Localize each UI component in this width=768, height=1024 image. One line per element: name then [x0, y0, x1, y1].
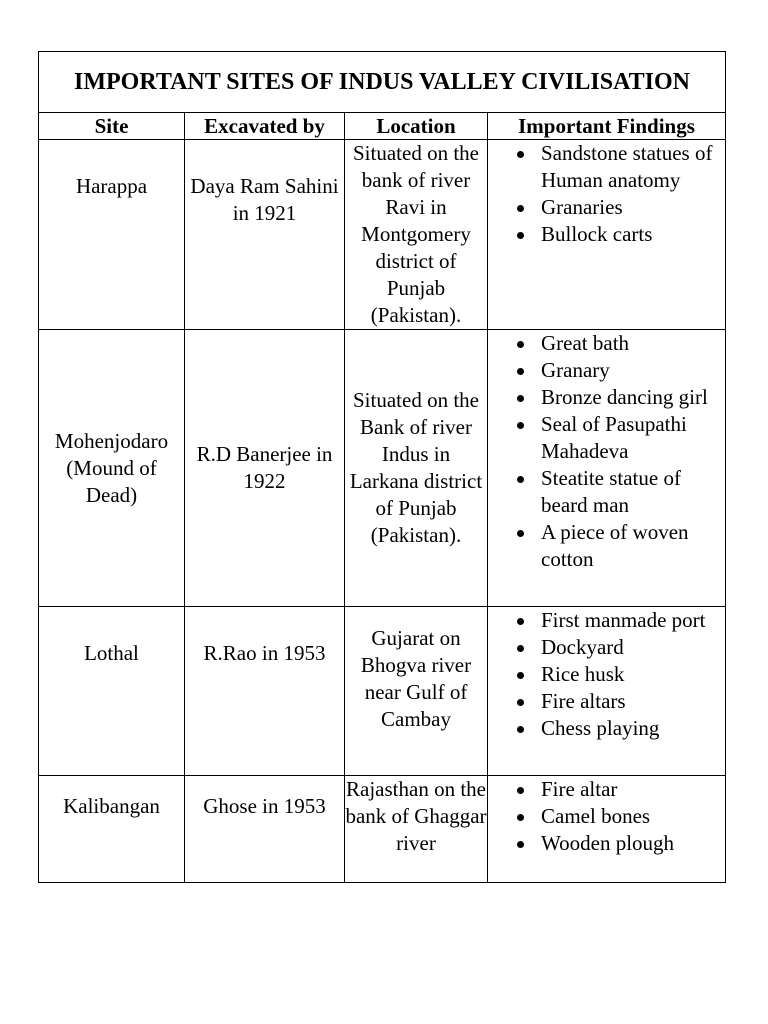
bullet-icon	[517, 814, 524, 821]
location-cell: Gujarat on Bhogva river near Gulf of Cambay	[345, 607, 488, 776]
finding-text: Wooden plough	[541, 831, 675, 855]
bullet-icon	[517, 476, 524, 483]
finding-item	[488, 634, 725, 661]
findings-cell	[488, 140, 726, 330]
finding-text: Granaries	[541, 195, 623, 219]
finding-item	[488, 661, 725, 688]
finding-text: Sandstone statues of Human anatomy	[541, 141, 713, 192]
excavated-cell: R.Rao in 1953	[185, 607, 345, 776]
findings-list	[488, 140, 725, 248]
finding-item	[488, 803, 725, 830]
location-cell: Situated on the bank of river Ravi in Montgomery district of Punjab (Pakistan).	[345, 140, 488, 330]
bullet-icon	[517, 422, 524, 429]
findings-cell	[488, 330, 726, 607]
bullet-icon	[517, 787, 524, 794]
bullet-icon	[517, 395, 524, 402]
header-site: Site	[39, 113, 185, 140]
table-row-harappa	[39, 140, 726, 330]
finding-text: Seal of Pasupathi Mahadeva	[541, 412, 687, 463]
finding-item	[488, 519, 725, 573]
finding-text: Bronze dancing girl	[541, 385, 708, 409]
header-row	[39, 113, 726, 140]
finding-item	[488, 830, 725, 857]
finding-item	[488, 715, 725, 742]
finding-text: First manmade port	[541, 608, 706, 632]
bullet-icon	[517, 151, 524, 158]
findings-list	[488, 776, 725, 857]
bullet-icon	[517, 205, 524, 212]
finding-item	[488, 465, 725, 519]
location-cell: Situated on the Bank of river Indus in Larkana district of Punjab (Pakistan).	[345, 330, 488, 607]
finding-item	[488, 384, 725, 411]
finding-text: Fire altars	[541, 689, 626, 713]
table-row-mohenjodaro	[39, 330, 726, 607]
header-location: Location	[345, 113, 488, 140]
excavated-cell: R.D Banerjee in 1922	[185, 330, 345, 607]
finding-item	[488, 140, 725, 194]
finding-item	[488, 776, 725, 803]
finding-text: Dockyard	[541, 635, 624, 659]
findings-cell	[488, 607, 726, 776]
excavated-cell: Ghose in 1953	[185, 776, 345, 883]
bullet-icon	[517, 645, 524, 652]
bullet-icon	[517, 841, 524, 848]
finding-item	[488, 607, 725, 634]
finding-item	[488, 221, 725, 248]
finding-item	[488, 357, 725, 384]
bullet-icon	[517, 699, 524, 706]
finding-text: Chess playing	[541, 716, 660, 740]
finding-text: Great bath	[541, 331, 630, 355]
finding-text: Granary	[541, 358, 610, 382]
findings-list	[488, 330, 725, 573]
finding-text: Bullock carts	[541, 222, 653, 246]
table-title: IMPORTANT SITES OF INDUS VALLEY CIVILISATION	[39, 52, 726, 113]
bullet-icon	[517, 232, 524, 239]
bullet-icon	[517, 672, 524, 679]
table-row-lothal	[39, 607, 726, 776]
bullet-icon	[517, 368, 524, 375]
excavated-cell: Daya Ram Sahini in 1921	[185, 140, 345, 330]
bullet-icon	[517, 341, 524, 348]
site-cell: Harappa	[39, 140, 185, 330]
site-cell: Lothal	[39, 607, 185, 776]
finding-item	[488, 194, 725, 221]
findings-list	[488, 607, 725, 742]
finding-text: A piece of woven cotton	[541, 520, 689, 571]
header-important-findings: Important Findings	[488, 113, 726, 140]
location-cell: Rajasthan on the bank of Ghaggar river	[345, 776, 488, 883]
finding-text: Steatite statue of beard man	[541, 466, 681, 517]
finding-text: Rice husk	[541, 662, 625, 686]
finding-item	[488, 411, 725, 465]
header-excavated-by: Excavated by	[185, 113, 345, 140]
table-row-kalibangan	[39, 776, 726, 883]
site-cell: Mohenjodaro (Mound of Dead)	[39, 330, 185, 607]
finding-item	[488, 688, 725, 715]
indus-sites-table	[38, 51, 726, 883]
finding-item	[488, 330, 725, 357]
bullet-icon	[517, 726, 524, 733]
findings-cell	[488, 776, 726, 883]
bullet-icon	[517, 618, 524, 625]
title-row	[39, 52, 726, 113]
finding-text: Camel bones	[541, 804, 651, 828]
bullet-icon	[517, 530, 524, 537]
site-cell: Kalibangan	[39, 776, 185, 883]
finding-text: Fire altar	[541, 777, 618, 801]
